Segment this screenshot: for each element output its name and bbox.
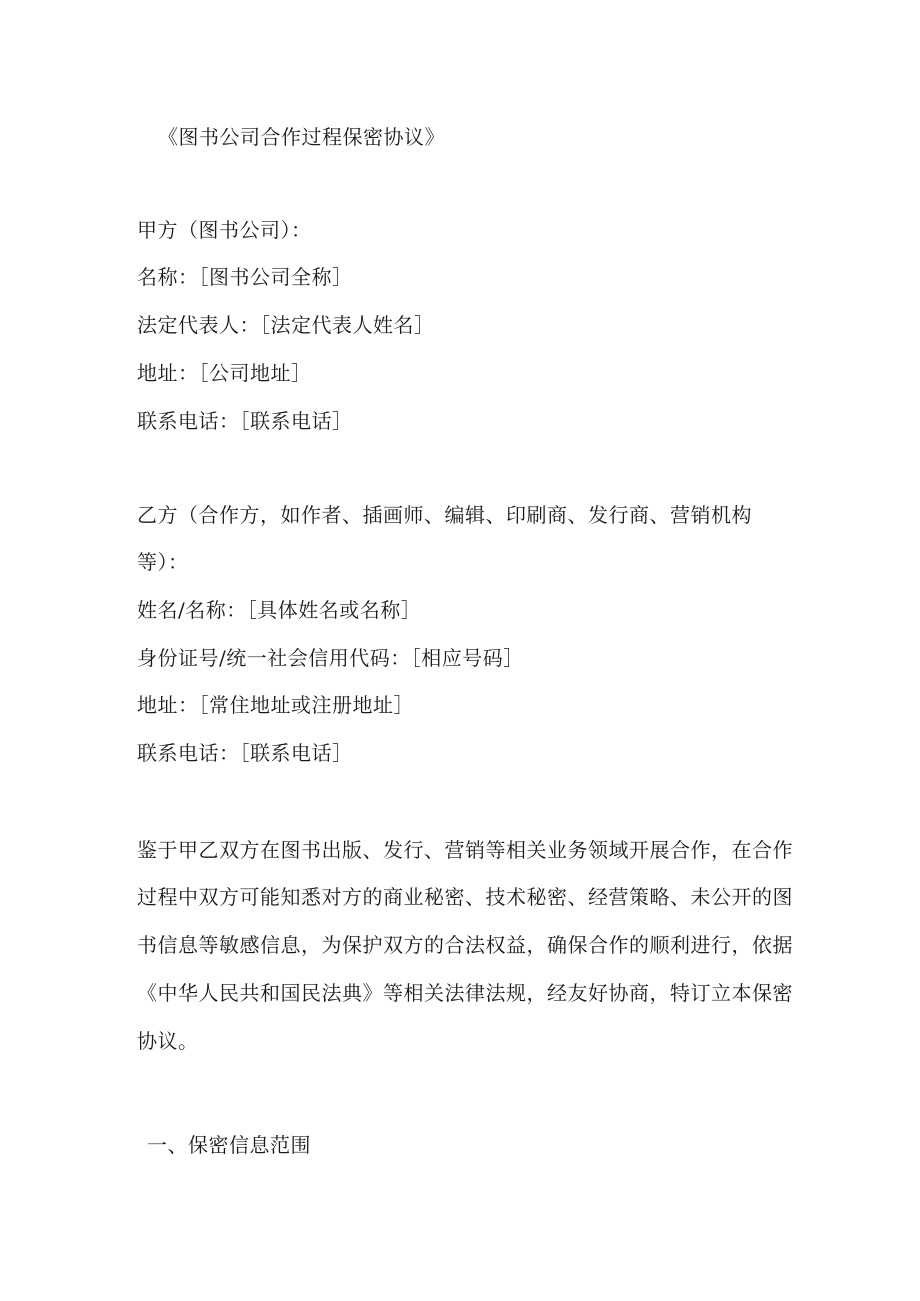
party-b-heading-line2: 等）：: [137, 550, 189, 574]
preamble-line: 书信息等敏感信息，为保护双方的合法权益，确保合作的顺利进行，依据: [137, 933, 793, 957]
preamble-line: 过程中双方可能知悉对方的商业秘密、技术秘密、经营策略、未公开的图: [137, 885, 793, 909]
party-b-phone: 联系电话：［联系电话］: [137, 741, 353, 765]
party-a-address: 地址：［公司地址］: [137, 361, 312, 385]
preamble-line: 《中华人民共和国民法典》等相关法律法规，经友好协商，特订立本保密: [137, 981, 793, 1005]
preamble-line: 协议。: [137, 1029, 199, 1053]
party-b-id-number: 身份证号/统一社会信用代码：［相应号码］: [137, 646, 524, 670]
party-a-representative: 法定代表人：［法定代表人姓名］: [137, 313, 435, 337]
section-1-heading: 一、保密信息范围: [147, 1133, 311, 1157]
document-title: 《图书公司合作过程保密协议》: [158, 125, 445, 149]
party-b-heading-line1: 乙方（合作方，如作者、插画师、编辑、印刷商、发行商、营销机构: [137, 503, 752, 527]
party-a-name: 名称：［图书公司全称］: [137, 265, 353, 289]
party-b-address: 地址：［常住地址或注册地址］: [137, 693, 414, 717]
preamble-line: 鉴于甲乙双方在图书出版、发行、营销等相关业务领域开展合作，在合作: [137, 838, 793, 862]
party-b-name: 姓名/名称：［具体姓名或名称］: [137, 598, 422, 622]
party-a-heading: 甲方（图书公司）：: [137, 218, 312, 242]
party-a-phone: 联系电话：［联系电话］: [137, 409, 353, 433]
